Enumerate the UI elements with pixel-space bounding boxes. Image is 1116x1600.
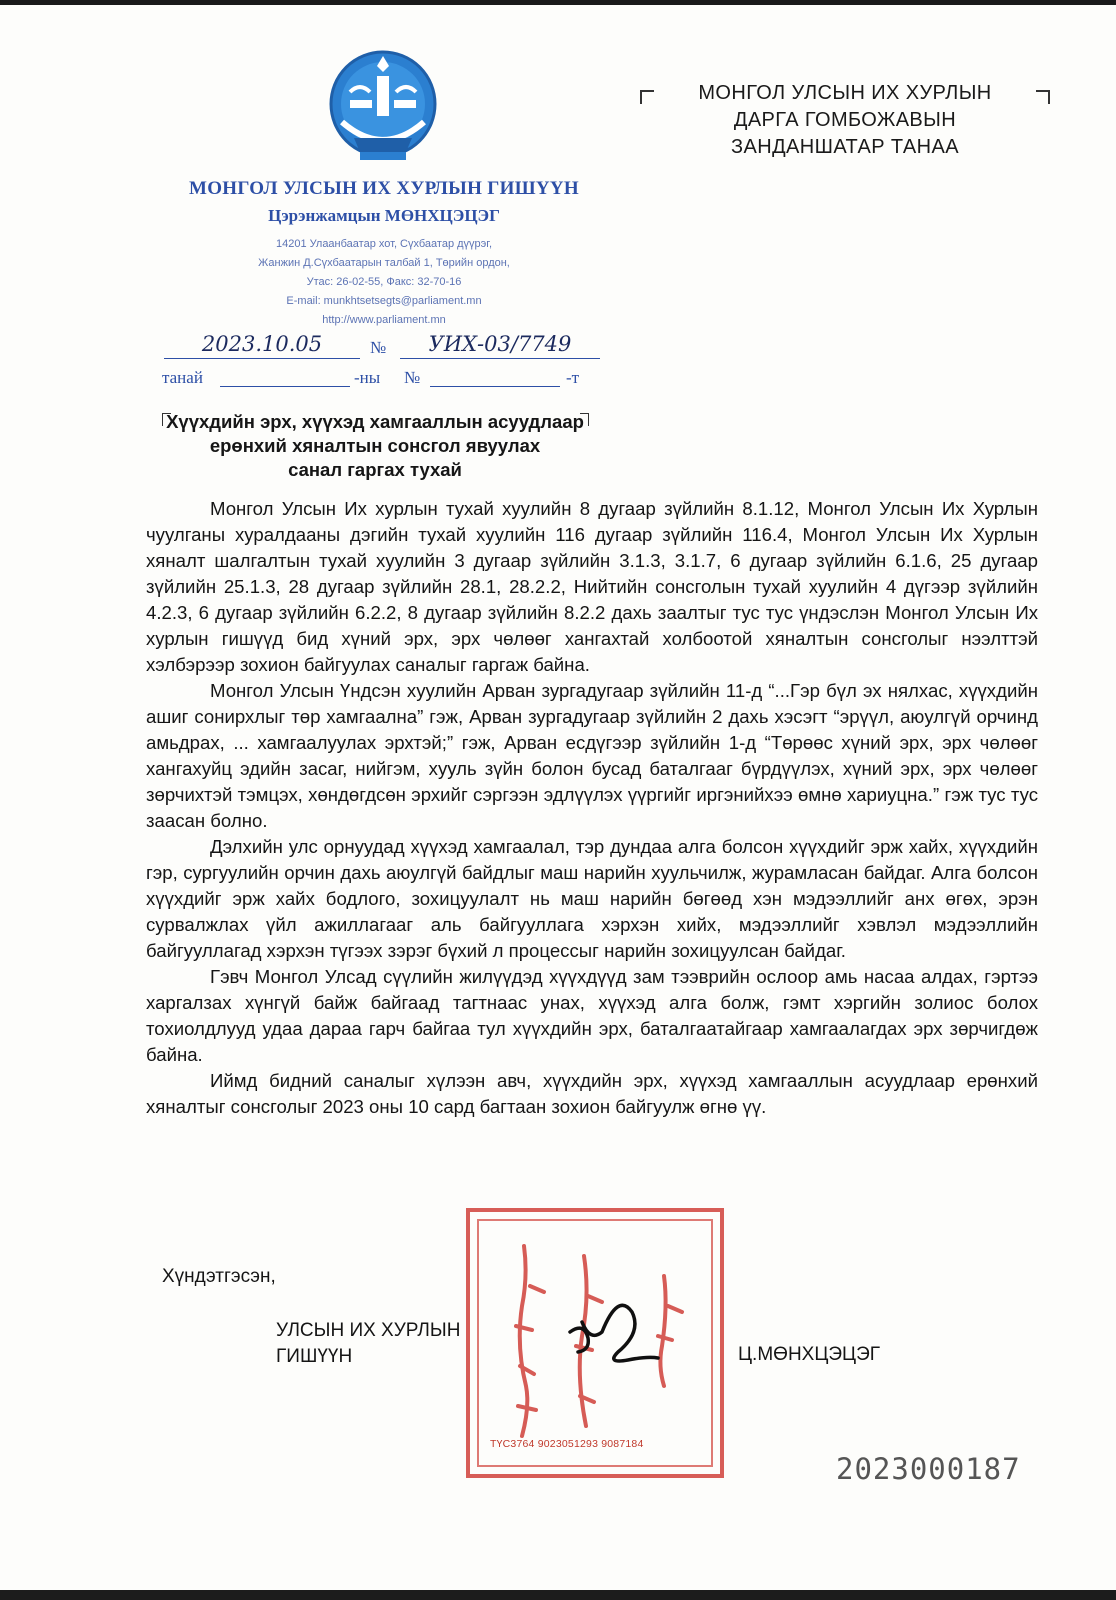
number-sign-2: №	[404, 368, 421, 387]
addressee-line-3: ЗАНДАНШАТАР ТАНАА	[731, 136, 959, 158]
signatory-title-line-2: ГИШҮҮН	[276, 1346, 353, 1367]
signatory-title-line-1: УЛСЫН ИХ ХУРЛЫН	[276, 1320, 461, 1341]
letterhead-address-2: Жанжин Д.Сүхбаатарын талбай 1, Төрийн ордон,	[258, 257, 510, 269]
letter-body	[146, 496, 1038, 1120]
body-paragraph-3: Дэлхийн улс орнуудад хүүхэд хамгаалал, тэр дундаа алга болсон хүүхдийг эрж хайх, хүүхдийн гэр, сургуулийн орчин дахь аюулгүй байдлыг маш нарийн хуульчилж, журамласан байдаг. Алга болсон хүүхдийг эрж хайх бодлого, зохицуулалт нь маш нарийн бөгөөд хэн мэдээллийг анх өгөх, эрэн сурвалжлах үйл ажиллагааг аль байгууллага хэрхэн хийх, мэдээллийг хэвлэл мэдээллийн байгууллагад хэрхэн түгээх зэрэг бүхий л процессыг нарийн зохицуулсан байдаг.	[146, 836, 1038, 961]
subject-line-3: санал гаргах тухай	[288, 459, 462, 480]
reference-row	[164, 332, 608, 360]
letterhead-phone: Утас: 26-02-55, Факс: 32-70-16	[306, 276, 462, 288]
stamp-code: ТҮС3764 9023051293 9087184	[490, 1438, 644, 1450]
letterhead-member-name: Цэрэнжамцын МӨНХЦЭЦЭГ	[268, 206, 500, 225]
mongolia-state-emblem-icon	[320, 38, 446, 170]
scan-bottom-edge	[0, 1590, 1116, 1600]
addressee-line-2: ДАРГА ГОМБОЖАВЫН	[733, 109, 957, 131]
signatory-title	[276, 1318, 460, 1370]
closing-regards: Хүндэтгэсэн,	[162, 1266, 276, 1287]
letterhead-address-1: 14201 Улаанбаатар хот, Сүхбаатар дүүрэг,	[276, 238, 492, 250]
yours-date-blank	[220, 386, 350, 387]
body-paragraph-2: Монгол Улсын Үндсэн хуулийн Арван зургадугаар зүйлийн 11-д “...Гэр бүл эх нялхас, хүүхдийн ашиг сонирхлыг төр хамгаална” гэж, Арван зургадугаар зүйлийн 2 дахь хэсэгт “эрүүл, аюулгүй орчинд амьдрах, ... хамгаалуулах эрхтэй;” гэж, Арван есдүгээр зүйлийн 1-д “Төрөөс хүний эрх, эрх чөлөөг хангахуйц эдийн засаг, нийгэм, хууль зүйн болон бусад баталгааг бүрдүүлэх, хүний эрх, эрх чөлөөг зөрчихтэй тэмцэх, хөндөгдсөн эрхийг сэргээн эдлүүлэх үүргийг иргэнийхээ өмнө хариуцна.” гэж тус тус заасан болно.	[146, 680, 1038, 831]
number-sign: №	[370, 338, 387, 357]
corner-bracket-left	[640, 90, 654, 104]
letterhead-email: E-mail: munkhtsetsegts@parliament.mn	[286, 295, 482, 307]
signatory-name: Ц.МӨНХЦЭЦЭГ	[738, 1344, 881, 1365]
subject-line-2: ерөнхий хяналтын сонсгол явуулах	[209, 435, 541, 456]
corner-bracket-right	[1036, 90, 1050, 104]
letter-date: 2023.10.05	[164, 332, 360, 359]
body-paragraph-1: Монгол Улсын Их хурлын тухай хуулийн 8 дугаар зүйлийн 8.1.12, Монгол Улсын Их Хурлын чуулганы хуралдааны дэгийн тухай хуулийн 116 дугаар зүйлийн 116.4, Монгол Улсын Их Хурлын хяналт шалгалтын тухай хуулийн 3 дугаар зүйлийн 3.1.3, 3.1.7, 6 дугаар зүйлийн 6.1.6, 25 дугаар зүйлийн 25.1.3, 28 дугаар зүйлийн 28.1, 28.2.2, Нийтийн сонсголын тухай хуулийн 4 дүгээр зүйлийн 4.2.3, 6 дугаар зүйлийн 6.2.2, 8 дугаар зүйлийн 8.2.2 дахь заалтыг тус тус үндэслэн Монгол Улсын Их хурлын гишүүд бид хүний эрх, эрх чөлөөг хангахтай холбоотой хяналтын сонсголыг нээлттэй хэлбэрээр зохион байгуулах саналыг гаргаж байна.	[146, 498, 1038, 675]
t-label: -т	[566, 368, 580, 387]
body-paragraph-4: Гэвч Монгол Улсад сүүлийн жилүүдэд хүүхдүүд зам тээврийн ослоор амь насаа алдах, гэртээ харгалзах хүнгүй байж байгаад тагтнаас унах, хүүхэд алга болж, гэмт хэргийн золиос болох тохиолдлууд удаа дараа гарч байгаа тул хүүхдийн эрх, баталгаатайгаар хамгаалагдах эрх зөрчигдөж байна.	[146, 966, 1038, 1065]
ny-label: -ны	[354, 368, 381, 387]
registration-number: 2023000187	[836, 1452, 1021, 1486]
letter-number: УИХ-03/7749	[400, 332, 600, 359]
yours-label: танай	[162, 368, 203, 387]
scan-top-edge	[0, 0, 1116, 5]
body-paragraph-5: Иймд бидний саналыг хүлээн авч, хүүхдийн эрх, хүүхэд хамгааллын асуудлаар ерөнхий хяналтыг сонсголыг 2023 оны 10 сард багтаан зохион байгуулж өгнө үү.	[146, 1070, 1038, 1117]
addressee-line-1: МОНГОЛ УЛСЫН ИХ ХУРЛЫН	[698, 82, 992, 104]
letterhead-web: http://www.parliament.mn	[322, 314, 446, 326]
addressee-block	[640, 80, 1050, 161]
handwritten-signature-icon	[562, 1292, 672, 1382]
letterhead-title: МОНГОЛ УЛСЫН ИХ ХУРЛЫН ГИШҮҮН	[188, 178, 580, 199]
subject-heading	[160, 410, 590, 482]
yours-number-blank	[430, 386, 560, 387]
subject-line-1: Хүүхдийн эрх, хүүхэд хамгааллын асуудлаар	[166, 411, 584, 432]
reply-reference-row	[162, 368, 602, 392]
